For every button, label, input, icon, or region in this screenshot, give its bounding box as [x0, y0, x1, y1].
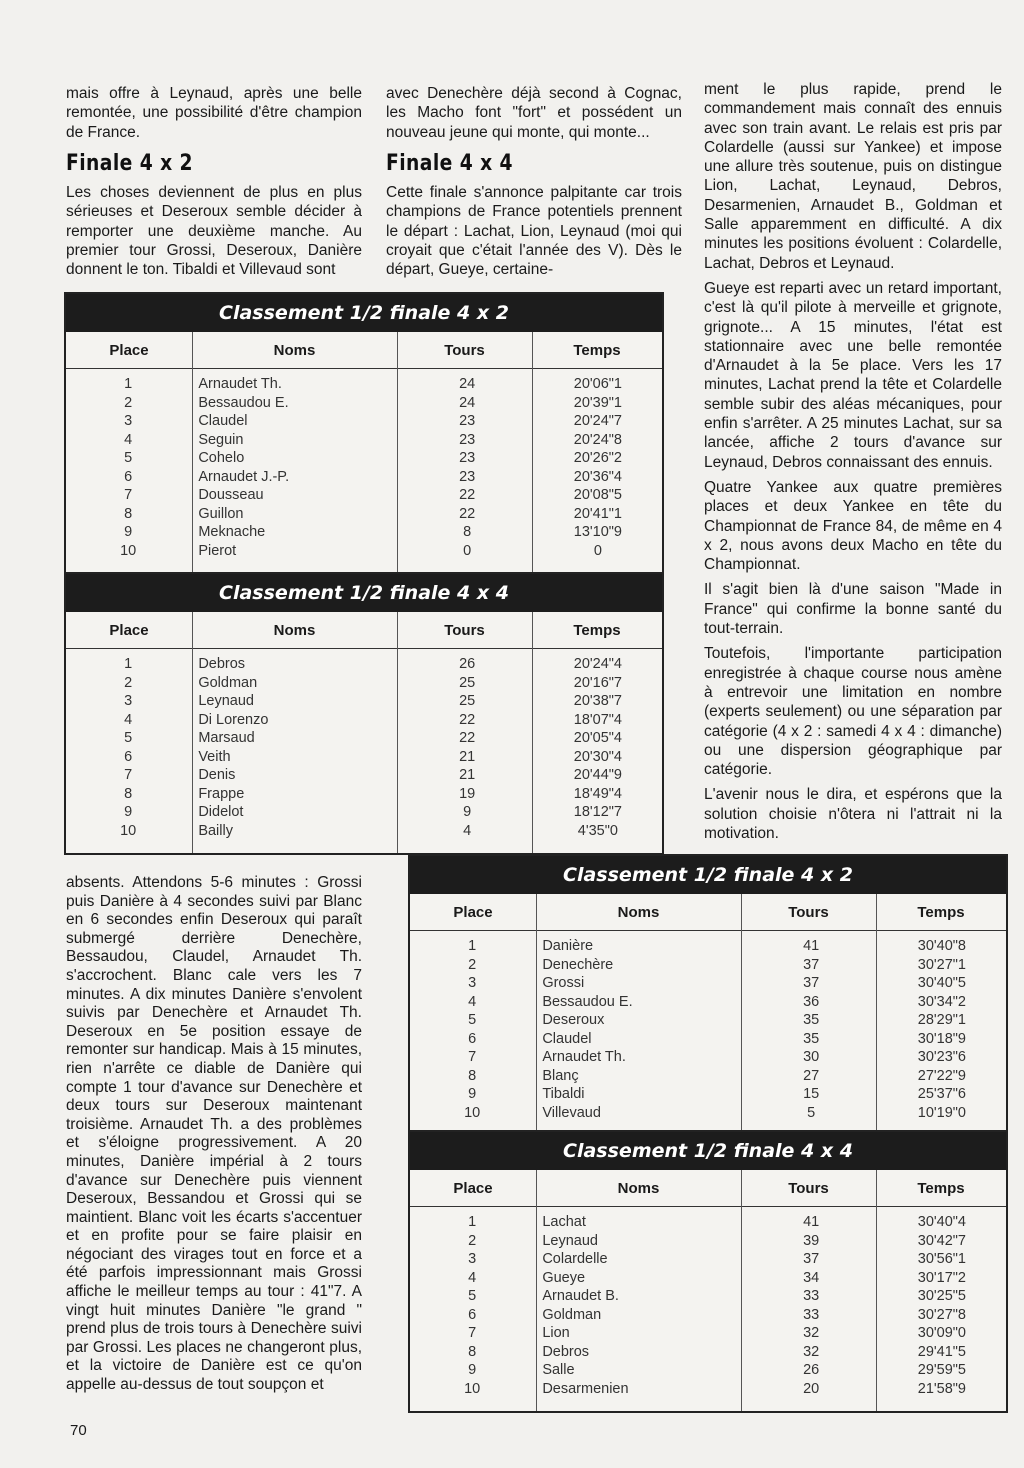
results-table-semifinal-4x2-b: [408, 854, 1008, 1137]
cell-laps: 25: [459, 674, 476, 691]
table-row: [410, 937, 1006, 956]
cell-name: Goldman: [542, 1306, 602, 1323]
cell-place: 7: [468, 1325, 477, 1341]
header-temps: Temps: [917, 903, 965, 921]
header-tours: Tours: [444, 621, 485, 639]
section-heading-4x4: Finale 4 x 4: [386, 150, 513, 176]
cell-name: Arnaudet J.-P.: [198, 468, 290, 485]
column-divider: [397, 612, 398, 853]
cell-place: 6: [468, 1030, 477, 1047]
table-row: [410, 993, 1006, 1012]
cell-place: 4: [468, 1269, 477, 1286]
column-divider: [397, 332, 398, 573]
column-divider: [876, 894, 877, 1135]
section-heading-4x2: Finale 4 x 2: [66, 150, 193, 176]
table-row: [410, 1048, 1006, 1067]
cell-place: 10: [120, 822, 137, 839]
cell-place: 9: [468, 1362, 477, 1378]
header-noms: Noms: [617, 903, 660, 921]
table-row: [410, 1361, 1006, 1380]
cell-place: 10: [120, 542, 137, 559]
cell-name: Dousseau: [198, 487, 264, 503]
cell-laps: 22: [459, 505, 476, 522]
cell-place: 1: [468, 1214, 477, 1230]
cell-laps: 24: [459, 376, 476, 392]
cell-name: Guillon: [198, 505, 244, 522]
cell-time: 10'19"0: [917, 1104, 966, 1121]
cell-laps: 23: [459, 450, 476, 466]
header-noms: Noms: [273, 341, 316, 359]
cell-name: Grossi: [542, 975, 585, 991]
table-row: [66, 692, 662, 711]
column-divider: [741, 1170, 742, 1411]
table-row: [410, 956, 1006, 975]
table-title: Classement 1/2 finale 4 x 2: [66, 294, 662, 332]
cell-name: Claudel: [198, 413, 248, 429]
table-row: [410, 1324, 1006, 1343]
paragraph: mais offre à Leynaud, après une belle remontée, une possibilité d'être champion de France.: [66, 85, 362, 141]
cell-place: 3: [124, 413, 133, 429]
cell-laps: 32: [803, 1343, 820, 1360]
table-row: [410, 1030, 1006, 1049]
cell-laps: 22: [459, 711, 476, 728]
cell-time: 20'24"4: [573, 656, 622, 672]
cell-time: 20'36"4: [573, 468, 622, 485]
cell-laps: 33: [803, 1306, 820, 1323]
cell-laps: 37: [803, 975, 820, 991]
cell-laps: 33: [803, 1288, 820, 1304]
cell-laps: 20: [803, 1380, 820, 1397]
table-row: [66, 431, 662, 450]
cell-time: 29'41"5: [917, 1343, 966, 1360]
table-row: [66, 655, 662, 674]
table-row: [66, 486, 662, 505]
table-title: Classement 1/2 finale 4 x 4: [66, 574, 662, 612]
cell-place: 9: [124, 804, 133, 820]
table-row: [66, 674, 662, 693]
table-row: [66, 542, 662, 561]
table-row: [66, 748, 662, 767]
cell-name: Danière: [542, 938, 594, 954]
cell-laps: 36: [803, 993, 820, 1010]
table-row: [410, 1306, 1006, 1325]
cell-place: 1: [124, 656, 133, 672]
cell-place: 10: [464, 1380, 481, 1397]
table-header-row: [66, 612, 662, 649]
article-column-1: [66, 84, 362, 286]
cell-time: 28'29"1: [917, 1012, 966, 1028]
table-row: [66, 505, 662, 524]
cell-time: 30'34"2: [917, 993, 966, 1010]
cell-time: 20'39"1: [573, 394, 622, 411]
table-title: Classement 1/2 finale 4 x 2: [410, 856, 1006, 894]
paragraph: Gueye est reparti avec un retard important, c'est là qu'il pilote à merveille et grignote, grignote... A 15 minutes, l'état est stationnaire avec une belle remontée d'Arnaudet à la 5e place. Vers les 17 minutes, Lachat prend la tête et Colardelle semble subir des aléas mécaniques, pour enfin s'arrêter. A 25 minutes Lachat, sur sa lancée, affiche 2 tours d'avance sur Leynaud, Debros connaissant des ennuis.: [704, 279, 1002, 471]
cell-place: 5: [468, 1288, 477, 1304]
column-divider: [536, 894, 537, 1135]
cell-time: 30'27"1: [917, 956, 966, 973]
cell-time: 20'26"2: [573, 450, 622, 466]
table-header-row: [410, 894, 1006, 931]
cell-name: Seguin: [198, 431, 244, 448]
cell-time: 20'24"7: [573, 413, 622, 429]
paragraph: L'avenir nous le dira, et espérons que la solution choisie n'ôtera ni l'attrait ni la motivation.: [704, 786, 1002, 842]
table-row: [66, 729, 662, 748]
cell-place: 8: [124, 785, 133, 802]
table-row: [410, 1213, 1006, 1232]
cell-time: 4'35"0: [577, 822, 618, 839]
cell-name: Di Lorenzo: [198, 711, 269, 728]
cell-name: Colardelle: [542, 1251, 608, 1267]
column-divider: [532, 332, 533, 573]
cell-laps: 35: [803, 1030, 820, 1047]
column-divider: [741, 894, 742, 1135]
cell-time: 30'40"8: [917, 938, 966, 954]
cell-time: 18'07"4: [573, 711, 622, 728]
table-row: [66, 803, 662, 822]
table-row: [410, 1011, 1006, 1030]
cell-place: 3: [468, 975, 477, 991]
table-row: [410, 1287, 1006, 1306]
paragraph: Les choses deviennent de plus en plus sérieuses et Deseroux semble décider à remporter une deuxième manche. Au premier tour Grossi, Deseroux, Danière donnent le ton. Tibaldi et Villevaud sont: [66, 184, 362, 279]
cell-place: 3: [468, 1251, 477, 1267]
cell-name: Denis: [198, 767, 236, 783]
cell-laps: 24: [459, 394, 476, 411]
table-row: [66, 449, 662, 468]
header-tours: Tours: [788, 1179, 829, 1197]
cell-name: Didelot: [198, 804, 244, 820]
cell-name: Goldman: [198, 674, 258, 691]
header-place: Place: [109, 621, 149, 639]
header-place: Place: [453, 903, 493, 921]
cell-place: 8: [124, 505, 133, 522]
cell-laps: 27: [803, 1067, 820, 1084]
cell-laps: 35: [803, 1012, 820, 1028]
cell-name: Arnaudet Th.: [542, 1049, 626, 1065]
table-row: [410, 1104, 1006, 1123]
header-temps: Temps: [573, 341, 621, 359]
page-number: 70: [70, 1422, 87, 1439]
cell-time: 30'18"9: [917, 1030, 966, 1047]
table-row: [66, 766, 662, 785]
cell-time: 30'42"7: [917, 1232, 966, 1249]
cell-name: Debros: [198, 656, 246, 672]
cell-time: 30'27"8: [917, 1306, 966, 1323]
cell-time: 20'41"1: [573, 505, 622, 522]
header-temps: Temps: [917, 1179, 965, 1197]
cell-time: 25'37"6: [917, 1086, 966, 1102]
cell-time: 20'08"5: [573, 487, 622, 503]
table-row: [66, 468, 662, 487]
cell-place: 9: [124, 524, 133, 540]
cell-name: Leynaud: [198, 693, 254, 709]
paragraph: Il s'agit bien là d'une saison "Made in France" qui confirme la bonne santé du tout-terrain.: [704, 581, 1002, 638]
table-title: Classement 1/2 finale 4 x 4: [410, 1132, 1006, 1170]
cell-laps: 25: [459, 693, 476, 709]
cell-name: Gueye: [542, 1269, 586, 1286]
cell-name: Veith: [198, 748, 231, 765]
cell-name: Pierot: [198, 542, 237, 559]
cell-laps: 8: [463, 524, 472, 540]
cell-place: 8: [468, 1067, 477, 1084]
cell-laps: 4: [463, 822, 472, 839]
cell-laps: 26: [459, 656, 476, 672]
cell-place: 4: [468, 993, 477, 1010]
table-row: [66, 711, 662, 730]
cell-laps: 9: [463, 804, 472, 820]
cell-laps: 0: [463, 542, 472, 559]
cell-time: 20'24"8: [573, 431, 622, 448]
cell-laps: 30: [803, 1049, 820, 1065]
cell-place: 1: [124, 376, 133, 392]
paragraph: avec Denechère déjà second à Cognac, les Macho font "fort" et possédent un nouveau jeune qui monte, qui monte...: [386, 85, 682, 141]
results-table-semifinal-4x4-a: [64, 572, 664, 855]
cell-name: Arnaudet B.: [542, 1288, 619, 1304]
cell-place: 9: [468, 1086, 477, 1102]
results-table-semifinal-4x2-a: [64, 292, 664, 575]
cell-time: 30'40"5: [917, 975, 966, 991]
header-tours: Tours: [444, 341, 485, 359]
table-row: [410, 1085, 1006, 1104]
cell-laps: 22: [459, 487, 476, 503]
cell-place: 2: [124, 674, 133, 691]
column-divider: [532, 612, 533, 853]
cell-name: Frappe: [198, 785, 245, 802]
table-row: [410, 1343, 1006, 1362]
cell-name: Marsaud: [198, 730, 255, 746]
cell-time: 20'06"1: [573, 376, 622, 392]
cell-place: 6: [124, 468, 133, 485]
cell-name: Debros: [542, 1343, 590, 1360]
cell-time: 20'38"7: [573, 693, 622, 709]
cell-laps: 37: [803, 956, 820, 973]
cell-place: 2: [468, 956, 477, 973]
cell-place: 7: [468, 1049, 477, 1065]
cell-place: 5: [124, 730, 133, 746]
cell-name: Villevaud: [542, 1104, 601, 1121]
cell-name: Bessaudou E.: [198, 394, 289, 411]
cell-place: 5: [468, 1012, 477, 1028]
cell-place: 2: [468, 1232, 477, 1249]
cell-time: 20'16"7: [573, 674, 622, 691]
cell-place: 6: [468, 1306, 477, 1323]
cell-name: Desarmenien: [542, 1380, 629, 1397]
cell-place: 10: [464, 1104, 481, 1121]
cell-time: 27'22"9: [917, 1067, 966, 1084]
table-header-row: [66, 332, 662, 369]
paragraph: absents. Attendons 5-6 minutes : Grossi puis Danière à 4 secondes suivi par Blanc en 6 secondes enfin Deseroux qui paraît submergé derrière Denechère, Bessaudou, Claudel, Arnaudet Th. s'accrochent. Blanc cale vers les 7 minutes. A dix minutes Danière s'envolent suivis par Denechère et Arnaudet Th. Deseroux en 5e position essaye de remonter sur handicap. Mais à 15 minutes, rien n'arrête ce diable de Danière qui compte 1 tour d'avance sur Denechère et deux tours sur Deseroux maintenant troisième. Arnaudet Th. a des problèmes et s'éloigne progressivement. A 20 minutes, Danière impérial à 2 tours d'avance sur Denechère puis viennent Deseroux, Bessandou et Grossi qui se maintient. Blanc voit les écarts s'accentuer et en profite pour se faire plaisir en négociant des virages tout en force et a été parfois impressionnant mais Grossi affiche le meilleur temps au tour : 41"7. A vingt huit minutes Danière "le grand " prend plus de trois tours à Denechère suivi par Grossi. Les places ne changeront plus, et la victoire de Danière est ce qu'on appelle au-dessus de tout soupçon et: [66, 874, 362, 1394]
cell-laps: 41: [803, 1214, 820, 1230]
cell-time: 30'25"5: [917, 1288, 966, 1304]
header-temps: Temps: [573, 621, 621, 639]
column-divider: [536, 1170, 537, 1411]
cell-place: 4: [124, 431, 133, 448]
cell-laps: 19: [459, 785, 476, 802]
cell-name: Meknache: [198, 524, 266, 540]
cell-laps: 21: [459, 767, 476, 783]
results-table-semifinal-4x4-b: [408, 1130, 1008, 1413]
paragraph: Cette finale s'annonce palpitante car trois champions de France potentiels prennent le départ : Lachat, Lion, Leynaud (moi qui croyait que c'était l'année des V). Dès le départ, Gueye, certaine-: [386, 184, 682, 279]
cell-place: 8: [468, 1343, 477, 1360]
cell-name: Claudel: [542, 1030, 592, 1047]
table-row: [410, 1067, 1006, 1086]
cell-name: Blanç: [542, 1067, 579, 1084]
table-header-row: [410, 1170, 1006, 1207]
table-row: [66, 375, 662, 394]
column-divider: [192, 332, 193, 573]
header-noms: Noms: [273, 621, 316, 639]
header-tours: Tours: [788, 903, 829, 921]
column-divider: [192, 612, 193, 853]
cell-place: 1: [468, 938, 477, 954]
cell-time: 18'49"4: [573, 785, 622, 802]
cell-laps: 21: [459, 748, 476, 765]
paragraph: Quatre Yankee aux quatre premières places et deux Yankee en tête du Championnat de France 84, de même en 4 x 2, nous avons deux Macho en tête du Championnat.: [704, 478, 1002, 574]
table-row: [410, 974, 1006, 993]
cell-time: 13'10"9: [573, 524, 622, 540]
cell-time: 18'12"7: [573, 804, 622, 820]
cell-laps: 41: [803, 938, 820, 954]
cell-laps: 5: [807, 1104, 816, 1121]
cell-laps: 34: [803, 1269, 820, 1286]
cell-place: 5: [124, 450, 133, 466]
cell-name: Lachat: [542, 1214, 586, 1230]
cell-name: Arnaudet Th.: [198, 376, 282, 392]
cell-time: 30'09"0: [917, 1325, 966, 1341]
cell-place: 7: [124, 487, 133, 503]
cell-place: 7: [124, 767, 133, 783]
article-column-2: [386, 84, 682, 286]
cell-place: 2: [124, 394, 133, 411]
header-place: Place: [109, 341, 149, 359]
table-row: [66, 822, 662, 841]
cell-laps: 22: [459, 730, 476, 746]
table-row: [66, 523, 662, 542]
cell-name: Denechère: [542, 956, 614, 973]
table-row: [66, 412, 662, 431]
cell-laps: 15: [803, 1086, 820, 1102]
cell-name: Lion: [542, 1325, 570, 1341]
cell-name: Bailly: [198, 822, 233, 839]
cell-name: Cohelo: [198, 450, 245, 466]
cell-laps: 23: [459, 468, 476, 485]
paragraph: Toutefois, l'importante participation enregistrée à chaque course nous amène à entrevoir une limitation en nombre (experts seulement) ou une séparation par catégorie (4 x 2 : samedi 4 x 4 : dimanche) ou une dispersion géographique par catégorie.: [704, 645, 1002, 779]
table-row: [410, 1380, 1006, 1399]
table-row: [410, 1269, 1006, 1288]
cell-time: 30'23"6: [917, 1049, 966, 1065]
cell-name: Tibaldi: [542, 1086, 585, 1102]
cell-name: Bessaudou E.: [542, 993, 633, 1010]
header-place: Place: [453, 1179, 493, 1197]
column-divider: [876, 1170, 877, 1411]
cell-place: 3: [124, 693, 133, 709]
table-row: [410, 1250, 1006, 1269]
cell-laps: 23: [459, 431, 476, 448]
cell-time: 29'59"5: [917, 1362, 966, 1378]
cell-laps: 37: [803, 1251, 820, 1267]
article-column-3: [704, 80, 1002, 849]
cell-time: 20'44"9: [573, 767, 622, 783]
cell-place: 4: [124, 711, 133, 728]
paragraph: ment le plus rapide, prend le commandement mais connaît des ennuis avec son train avant. Le relais est pris par Colardelle (aussi sur Yankee) et impose une allure très soutenue, puis on distingue Lion, Lachat, Leynaud, Debros, Desarmenien, Arnaudet B., Goldman et Salle apparemment en difficulté. A dix minutes les positions évoluent : Colardelle, Lachat, Debros et Leynaud.: [704, 81, 1002, 272]
table-row: [410, 1232, 1006, 1251]
cell-name: Deseroux: [542, 1012, 605, 1028]
cell-time: 20'30"4: [573, 748, 622, 765]
cell-laps: 26: [803, 1362, 820, 1378]
cell-name: Leynaud: [542, 1232, 598, 1249]
table-row: [66, 394, 662, 413]
table-row: [66, 785, 662, 804]
cell-laps: 23: [459, 413, 476, 429]
cell-laps: 39: [803, 1232, 820, 1249]
cell-time: 21'58"9: [917, 1380, 966, 1397]
cell-laps: 32: [803, 1325, 820, 1341]
cell-time: 30'56"1: [917, 1251, 966, 1267]
header-noms: Noms: [617, 1179, 660, 1197]
cell-time: 30'17"2: [917, 1269, 966, 1286]
cell-time: 0: [593, 542, 602, 559]
article-column-bottom: [66, 874, 362, 1401]
cell-time: 20'05"4: [573, 730, 622, 746]
cell-name: Salle: [542, 1362, 575, 1378]
cell-place: 6: [124, 748, 133, 765]
cell-time: 30'40"4: [917, 1214, 966, 1230]
